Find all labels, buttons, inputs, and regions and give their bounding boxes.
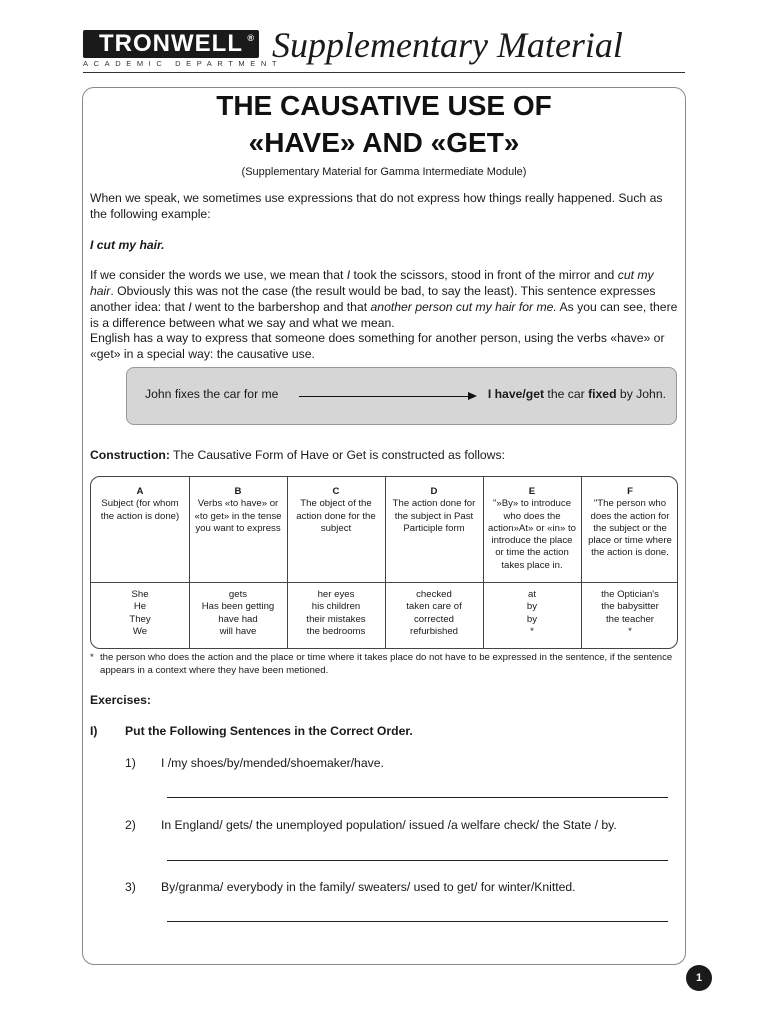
arrow-right-icon bbox=[468, 392, 477, 400]
table-col-c-head: C The object of the action done for the subject bbox=[296, 486, 376, 534]
footnote-text: the person who does the action and the place or time where it takes place do not have to be expressed in the sentence, if the sentence appears in a context where they have been metioned. bbox=[100, 652, 673, 676]
table-divider bbox=[91, 582, 677, 583]
causative-paragraph: English has a way to express that someone does something for another person, using the verbs «have» or «get» in a special way: the causative use. bbox=[90, 331, 665, 361]
page-number-badge: 1 bbox=[686, 965, 712, 991]
logo-subtitle: ACADEMIC DEPARTMENT bbox=[83, 59, 283, 68]
table-col-b-head: B Verbs «to have» or «to get» in the tense you want to express bbox=[194, 486, 282, 534]
table-col-a-examples: She He They We bbox=[129, 589, 151, 637]
exercises-heading: Exercises: bbox=[90, 693, 151, 707]
section-title: Put the Following Sentences in the Correct Order. bbox=[125, 724, 413, 738]
table-col-a-head: A Subject (for whom the action is done) bbox=[100, 486, 180, 522]
tronwell-logo bbox=[83, 30, 259, 58]
construction-table bbox=[90, 476, 678, 649]
arrow-line bbox=[299, 396, 475, 397]
example-box-right: I have/get the car fixed by John. bbox=[487, 387, 666, 401]
doc-title-line2: «HAVE» AND «GET» bbox=[248, 127, 520, 158]
doc-subtitle: (Supplementary Material for Gamma Intermediate Module) bbox=[241, 166, 527, 178]
section-number: I) bbox=[90, 724, 98, 738]
header-title: Supplementary Material bbox=[272, 25, 623, 65]
example-box bbox=[126, 367, 677, 425]
table-col-e-examples: at by by * bbox=[526, 589, 538, 637]
question-number: 2) bbox=[125, 818, 136, 832]
table-col-b-examples: gets Has been getting have had will have bbox=[201, 589, 275, 637]
header-divider bbox=[83, 72, 685, 73]
intro-paragraph: When we speak, we sometimes use expressions that do not express how things really happened. Such as the following example: bbox=[90, 191, 663, 221]
answer-line[interactable] bbox=[167, 921, 668, 922]
table-col-d-head: D The action done for the subject in Past Participle form bbox=[392, 486, 476, 534]
table-col-f-head: F "The person who does the action for the subject or the place or time where the action is done. bbox=[588, 486, 672, 559]
footnote-star: * bbox=[90, 652, 94, 663]
question-text: I /my shoes/by/mended/shoemaker/have. bbox=[161, 756, 384, 770]
answer-line[interactable] bbox=[167, 797, 668, 798]
logo-registered-mark: ® bbox=[247, 33, 255, 43]
table-col-c-examples: her eyes his children their mistakes the bedrooms bbox=[306, 589, 366, 637]
doc-title-line1: THE CAUSATIVE USE OF bbox=[216, 90, 552, 121]
construction-line: Construction: The Causative Form of Have or Get is constructed as follows: bbox=[90, 448, 505, 462]
question-text: In England/ gets/ the unemployed population/ issued /a welfare check/ the State / by. bbox=[161, 818, 617, 832]
table-col-d-examples: checked taken care of corrected refurbished bbox=[406, 589, 462, 637]
table-col-e-head: E "»By» to introduce who does the action»At» or «in» to introduce the place or time the action takes place in. bbox=[487, 486, 576, 571]
question-number: 3) bbox=[125, 880, 136, 894]
question-number: 1) bbox=[125, 756, 136, 770]
answer-line[interactable] bbox=[167, 860, 668, 861]
example-sentence: I cut my hair. bbox=[90, 238, 165, 252]
table-col-f-examples: the Optician's the babysitter the teacher * bbox=[601, 589, 659, 637]
logo-text: TRONWELL bbox=[99, 30, 243, 57]
example-box-left: John fixes the car for me bbox=[145, 387, 279, 401]
question-text: By/granma/ everybody in the family/ sweaters/ used to get/ for winter/Knitted. bbox=[161, 880, 576, 894]
explanation-paragraph: If we consider the words we use, we mean that I took the scissors, stood in front of the mirror and cut my hair. Obviously this was not the case (the result would be bad, to say the least). This sentence expresses another idea: that I went to the barbershop and that another person cut my hair for me. As you can see, there is a difference between what we say and what we mean. bbox=[90, 268, 678, 330]
